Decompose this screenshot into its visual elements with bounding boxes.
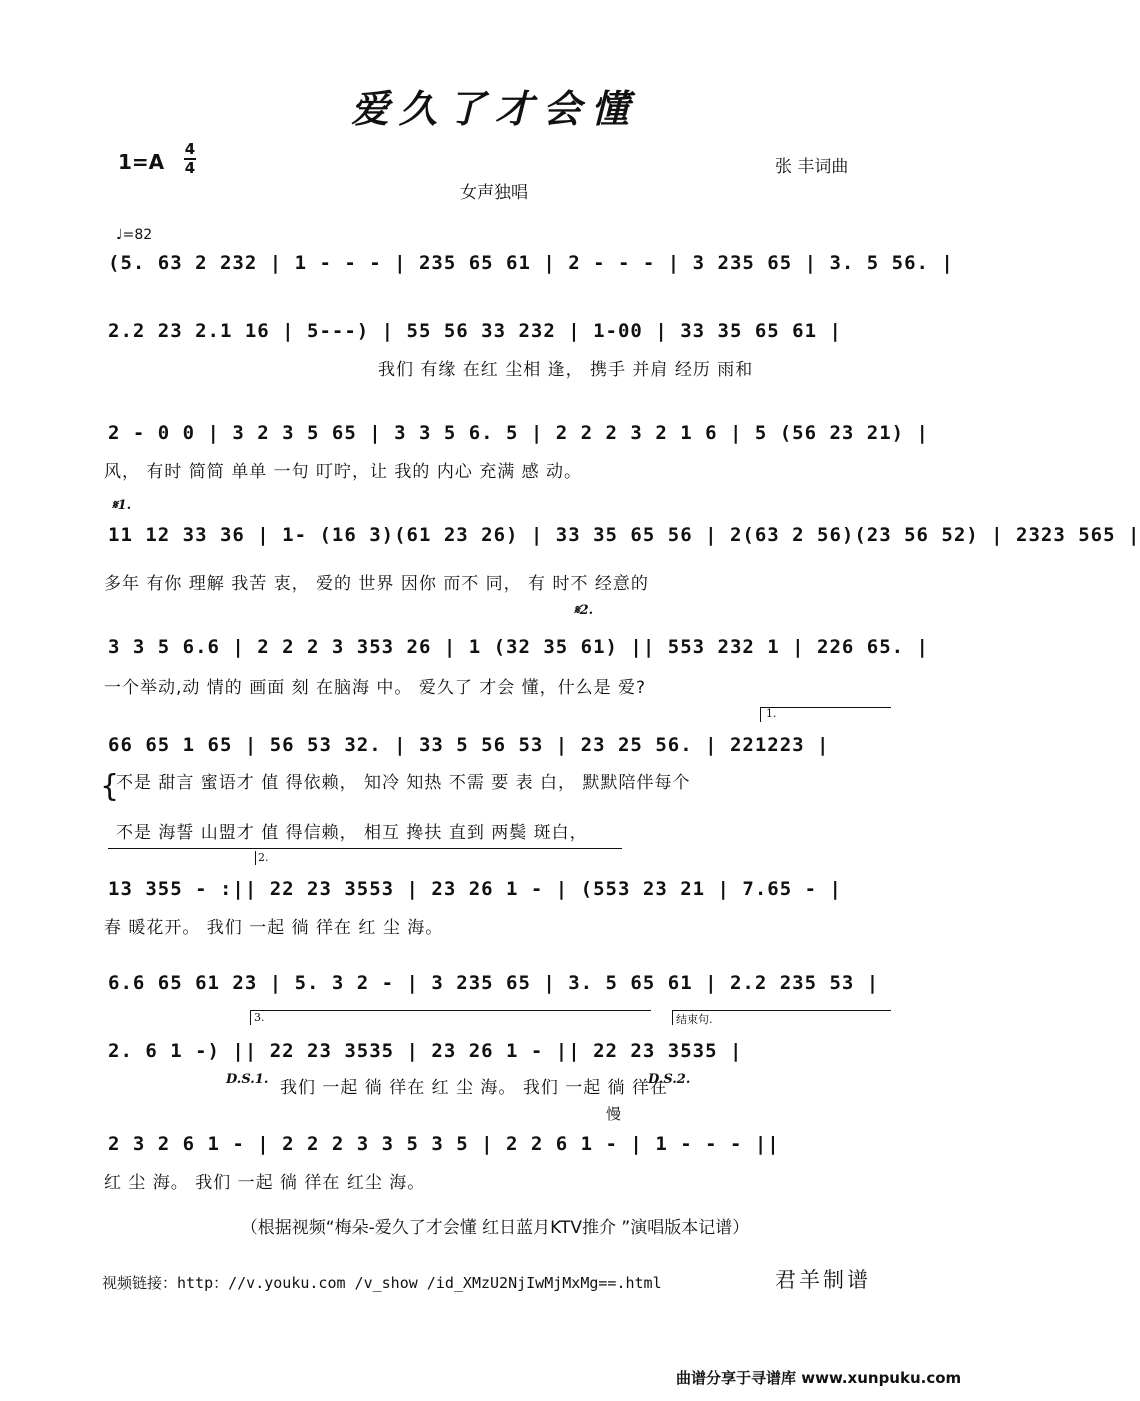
score-row-4-notes: 11 12 33 36 | 1- (16 3)(61 23 26) | 33 35 65 56 | 2(63 2 56)(23 56 52) | 2323 565 | bbox=[108, 524, 1140, 546]
time-signature bbox=[184, 142, 196, 176]
score-row-10-lyrics: 红 尘 海。 我们 一起 徜 徉在 红尘 海。 bbox=[104, 1173, 426, 1193]
score-row-5-notes: 3 3 5 6.6 | 2 2 2 3 353 26 | 1 (32 35 61) || 553 232 1 | 226 65. | bbox=[108, 636, 929, 658]
score-row-6-lyrics-verse2: 不是 海誓 山盟才 值 得信赖， 相互 搀扶 直到 两鬓 斑白， bbox=[116, 823, 588, 843]
second-ending-label: 2. bbox=[258, 851, 269, 864]
coda-label: 结束句. bbox=[676, 1013, 713, 1026]
source-note: （根据视频“梅朵-爱久了才会懂 红日蓝月KTV推介 ”演唱版本记谱） bbox=[240, 1218, 750, 1238]
site-footer[interactable]: 曲谱分享于寻谱库 www.xunpuku.com bbox=[676, 1369, 962, 1387]
score-row-1-notes: (5. 63 2 232 | 1 - - - | 235 65 61 | 2 - - - | 3 235 65 | 3. 5 56. | bbox=[108, 252, 954, 274]
key-signature: 1=A bbox=[118, 150, 165, 174]
score-row-4-lyrics: 多年 有你 理解 我苦 衷， 爱的 世界 因你 而不 同， 有 时不 经意的 bbox=[104, 574, 649, 594]
composer-credit: 张 丰词曲 bbox=[775, 157, 849, 177]
score-row-10-notes: 2 3 2 6 1 - | 2 2 2 3 3 5 3 5 | 2 2 6 1 - | 1 - - - || bbox=[108, 1133, 780, 1155]
score-row-3-lyrics: 风， 有时 简简 单单 一句 叮咛，让 我的 内心 充满 感 动。 bbox=[104, 462, 583, 482]
score-row-2-lyrics: 我们 有缘 在红 尘相 逢， 携手 并肩 经历 雨和 bbox=[378, 360, 754, 380]
score-row-2-notes: 2.2 23 2.1 16 | 5---) | 55 56 33 232 | 1-00 | 33 35 65 61 | bbox=[108, 320, 842, 342]
third-ending-bracket bbox=[250, 1010, 651, 1025]
ds1-mark: D.S.1. bbox=[226, 1072, 269, 1087]
video-link[interactable]: 视频链接：http：//v.youku.com /v_show /id_XMzU2NjIwMjMxMg==.html bbox=[102, 1274, 662, 1292]
score-row-6-notes: 66 65 1 65 | 56 53 32. | 33 5 56 53 | 23 25 56. | 221223 | bbox=[108, 734, 830, 756]
score-row-8-notes: 6.6 65 61 23 | 5. 3 2 - | 3 235 65 | 3. 5 65 61 | 2.2 235 53 | bbox=[108, 972, 880, 994]
segno-2-mark: 𝄋2. bbox=[574, 603, 594, 618]
score-row-6-lyrics-verse1: 不是 甜言 蜜语才 值 得依赖， 知冷 知热 不需 要 表 白， 默默陪伴每个 bbox=[116, 773, 691, 793]
ds2-mark: D.S.2. bbox=[648, 1072, 691, 1087]
voice-type: 女声独唱 bbox=[460, 183, 528, 203]
slow-marking: 慢 bbox=[606, 1105, 622, 1123]
time-signature-numerator: 4 bbox=[184, 140, 196, 158]
score-row-7-notes: 13 355 - :|| 22 23 3553 | 23 26 1 - | (553 23 21 | 7.65 - | bbox=[108, 878, 842, 900]
score-row-5-lyrics: 一个举动,动 情的 画面 刻 在脑海 中。 爱久了 才会 懂，什么是 爱? bbox=[104, 678, 647, 698]
second-ending-bracket bbox=[255, 851, 616, 865]
verse-brace: { bbox=[100, 769, 120, 804]
first-ending-label: 1. bbox=[766, 707, 777, 720]
score-row-7-lyrics: 春 暖花开。 我们 一起 徜 徉在 红 尘 海。 bbox=[104, 918, 444, 938]
song-title: 爱久了才会懂 bbox=[350, 86, 639, 131]
repeat-bracket-line bbox=[108, 848, 622, 849]
score-row-9-notes: 2. 6 1 -) || 22 23 3535 | 23 26 1 - || 22 23 3535 | bbox=[108, 1040, 743, 1062]
score-row-9-lyrics: 我们 一起 徜 徉在 红 尘 海。 我们 一起 徜 徉在 bbox=[280, 1078, 669, 1098]
time-signature-denominator: 4 bbox=[184, 159, 196, 177]
segno-1-mark: 𝄋1. bbox=[112, 498, 132, 513]
arranger-signature: 君羊制谱 bbox=[775, 1268, 871, 1292]
first-ending-bracket bbox=[760, 707, 891, 722]
tempo-marking: ♩=82 bbox=[116, 227, 153, 243]
third-ending-label: 3. bbox=[254, 1011, 265, 1024]
score-row-3-notes: 2 - 0 0 | 3 2 3 5 65 | 3 3 5 6. 5 | 2 2 2 3 2 1 6 | 5 (56 23 21) | bbox=[108, 422, 929, 444]
